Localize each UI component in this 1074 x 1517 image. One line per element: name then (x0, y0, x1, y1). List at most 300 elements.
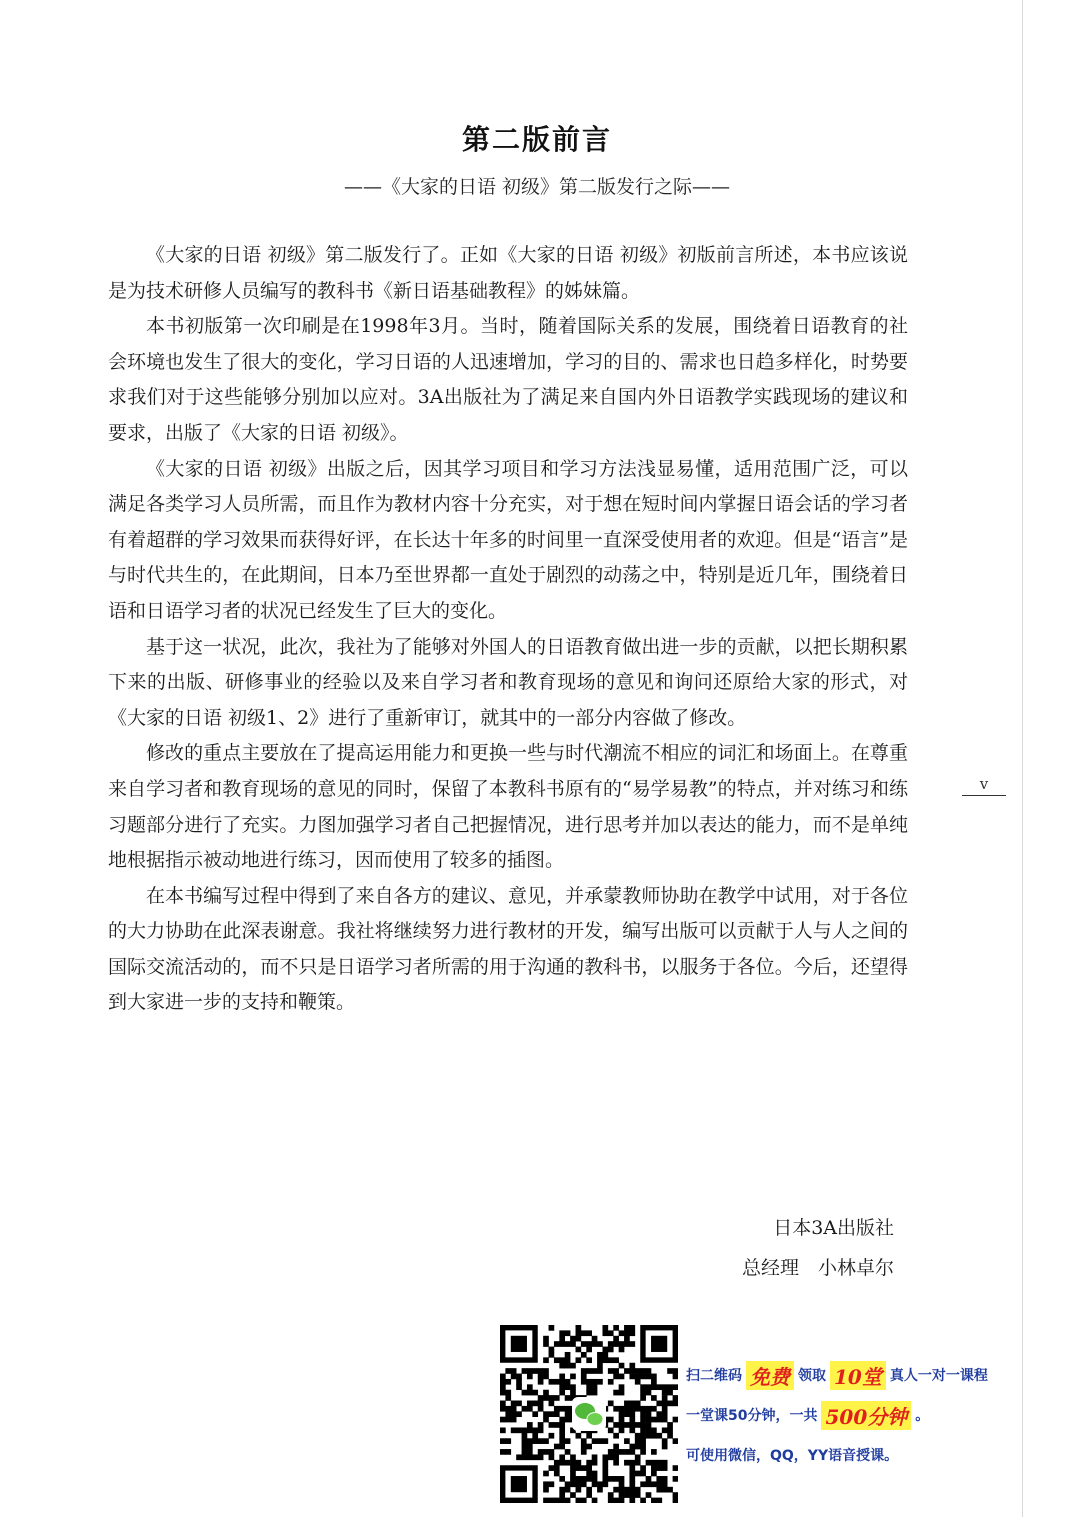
qr-module (565, 1498, 571, 1503)
qr-module (570, 1341, 576, 1347)
qr-module (543, 1417, 549, 1423)
qr-module (656, 1417, 662, 1423)
qr-module (554, 1379, 560, 1385)
qr-module (565, 1411, 571, 1417)
qr-module (613, 1449, 619, 1455)
qr-module (613, 1341, 619, 1347)
qr-module (646, 1481, 652, 1487)
qr-module (565, 1460, 571, 1466)
qr-module (538, 1374, 544, 1380)
qr-module (581, 1368, 587, 1374)
qr-module (662, 1465, 668, 1471)
qr-module (570, 1481, 576, 1487)
qr-module (619, 1492, 625, 1498)
qr-module (619, 1406, 625, 1412)
qr-module (565, 1438, 571, 1444)
qr-module (516, 1379, 522, 1385)
qr-module (640, 1395, 646, 1401)
qr-module (608, 1417, 614, 1423)
qr-module (581, 1438, 587, 1444)
qr-module (554, 1341, 560, 1347)
qr-module (527, 1444, 533, 1450)
qr-module (549, 1325, 555, 1331)
qr-module (576, 1465, 582, 1471)
qr-module (608, 1347, 614, 1353)
qr-module (651, 1395, 657, 1401)
qr-module (511, 1368, 517, 1374)
qr-module (592, 1341, 598, 1347)
qr-module (651, 1406, 657, 1412)
qr-module (619, 1347, 625, 1353)
qr-module (608, 1401, 614, 1407)
paragraph: 在本书编写过程中得到了来自各方的建议、意见，并承蒙教师协助在教学中试用，对于各位的大力协助在此深表谢意。我社将继续努力进行教材的开发，编写出版可以贡献于人与人之间的国际交流活动的，而不只是日语学习者所需的用于沟通的教科书，以服务于各位。今后，还望得到大家进一步的支持和鞭策。 (108, 884, 908, 1014)
qr-module (597, 1481, 603, 1487)
qr-module (667, 1390, 673, 1396)
promo-text: 一堂课50分钟，一共 (686, 1408, 818, 1424)
qr-module (538, 1454, 544, 1460)
qr-module (565, 1487, 571, 1493)
qr-module (629, 1465, 635, 1471)
qr-module (500, 1384, 506, 1390)
qr-module (624, 1449, 630, 1455)
qr-module (511, 1417, 517, 1423)
qr-module (646, 1427, 652, 1433)
qr-module (538, 1427, 544, 1433)
qr-module (613, 1325, 619, 1331)
qr-module (646, 1433, 652, 1439)
qr-module (624, 1368, 630, 1374)
qr-module (640, 1465, 646, 1471)
qr-module (640, 1406, 646, 1412)
qr-module (538, 1379, 544, 1385)
qr-module (581, 1330, 587, 1336)
qr-module (570, 1471, 576, 1477)
qr-module (559, 1379, 565, 1385)
qr-module (640, 1481, 646, 1487)
qr-module (651, 1465, 657, 1471)
qr-module (543, 1449, 549, 1455)
qr-module (538, 1438, 544, 1444)
qr-module (586, 1368, 592, 1374)
qr-module (646, 1390, 652, 1396)
qr-module (624, 1411, 630, 1417)
signature-block (742, 1208, 894, 1288)
qr-module (651, 1449, 657, 1455)
qr-module (516, 1427, 522, 1433)
qr-module (570, 1460, 576, 1466)
qr-module (576, 1498, 582, 1503)
qr-module (608, 1498, 614, 1503)
qr-module (554, 1498, 560, 1503)
qr-module (532, 1438, 538, 1444)
promo-line-1 (686, 1355, 1066, 1395)
promo-highlight: 免费 (746, 1361, 794, 1390)
qr-module (581, 1341, 587, 1347)
qr-module (500, 1427, 506, 1433)
qr-module (673, 1465, 678, 1471)
qr-module (549, 1347, 555, 1353)
qr-module (559, 1438, 565, 1444)
qr-module (673, 1401, 678, 1407)
qr-module (527, 1422, 533, 1428)
qr-module (602, 1438, 608, 1444)
qr-module (646, 1384, 652, 1390)
qr-module (640, 1471, 646, 1477)
qr-module (640, 1438, 646, 1444)
qr-module (516, 1454, 522, 1460)
qr-module (532, 1433, 538, 1439)
qr-module (640, 1427, 646, 1433)
qr-module (516, 1374, 522, 1380)
qr-module (592, 1471, 598, 1477)
paragraph: 修改的重点主要放在了提高运用能力和更换一些与时代潮流不相应的词汇和场面上。在尊重来自学习者和教育现场的意见的同时，保留了本教科书原有的“易学易教”的特点，并对练习和练习题部分进行了充实。力图加强学习者自己把握情况，进行思考并加以表达的能力，而不是单纯地根据指示被动地进行练习，因而使用了较多的插图。 (108, 742, 908, 872)
qr-module (673, 1384, 678, 1390)
qr-module (586, 1444, 592, 1450)
qr-module (505, 1395, 511, 1401)
qr-module (662, 1476, 668, 1482)
qr-module (559, 1444, 565, 1450)
qr-module (613, 1498, 619, 1503)
qr-module (597, 1341, 603, 1347)
qr-module (538, 1401, 544, 1407)
qr-module (635, 1379, 641, 1385)
qr-module (565, 1406, 571, 1412)
qr-module (586, 1460, 592, 1466)
qr-module (505, 1411, 511, 1417)
qr-module (570, 1476, 576, 1482)
qr-module (554, 1471, 560, 1477)
qr-module (635, 1492, 641, 1498)
qr-module (597, 1363, 603, 1369)
qr-module (667, 1422, 673, 1428)
qr-module (570, 1363, 576, 1369)
qr-module (629, 1427, 635, 1433)
promo-banner (686, 1355, 1066, 1475)
qr-module (629, 1417, 635, 1423)
qr-module (640, 1422, 646, 1428)
qr-module (602, 1465, 608, 1471)
qr-module (549, 1454, 555, 1460)
qr-module (511, 1411, 517, 1417)
qr-module (565, 1352, 571, 1358)
qr-module (613, 1444, 619, 1450)
qr-module (549, 1481, 555, 1487)
qr-module (511, 1374, 517, 1380)
qr-module (673, 1492, 678, 1498)
paragraph: 基于这一状况，此次，我社为了能够对外国人的日语教育做出进一步的贡献，以把长期积累下来的出版、研修事业的经验以及来自学习者和教育现场的意见和询问还原给大家的形式，对《大家的日语 初级1、2》进行了重新审订，就其中的一部分内容做了修改。 (108, 635, 908, 729)
qr-finder-pattern (651, 1336, 667, 1352)
qr-module (522, 1406, 528, 1412)
qr-module (516, 1384, 522, 1390)
qr-module (597, 1438, 603, 1444)
qr-module (662, 1411, 668, 1417)
qr-module (662, 1395, 668, 1401)
page-edge-line (1022, 0, 1023, 1517)
qr-module (662, 1487, 668, 1493)
qr-module (635, 1374, 641, 1380)
qr-module (522, 1433, 528, 1439)
qr-module (602, 1481, 608, 1487)
paragraph: 《大家的日语 初级》出版之后，因其学习项目和学习方法浅显易懂，适用范围广泛，可以满足各类学习人员所需，而且作为教材内容十分充实，对于想在短时间内掌握日语会话的学习者有着超群的学习效果而获得好评，在长达十年多的时间里一直深受使用者的欢迎。但是“语言”是与时代共生的，在此期间，日本乃至世界都一直处于剧烈的动荡之中，特别是近几年，围绕着日语和日语学习者的状况已经发生了巨大的变化。 (108, 457, 908, 622)
qr-module (586, 1471, 592, 1477)
qr-module (619, 1427, 625, 1433)
qr-module (570, 1336, 576, 1342)
qr-module (554, 1422, 560, 1428)
qr-module (635, 1401, 641, 1407)
qr-module (646, 1406, 652, 1412)
qr-module (624, 1438, 630, 1444)
qr-module (651, 1379, 657, 1385)
qr-module (586, 1390, 592, 1396)
qr-module (597, 1357, 603, 1363)
qr-module (662, 1427, 668, 1433)
qr-module (527, 1438, 533, 1444)
qr-module (570, 1454, 576, 1460)
qr-module (629, 1363, 635, 1369)
qr-module (559, 1330, 565, 1336)
qr-module (635, 1422, 641, 1428)
qr-module (613, 1476, 619, 1482)
qr-module (511, 1427, 517, 1433)
qr-module (608, 1379, 614, 1385)
qr-module (629, 1401, 635, 1407)
qr-module (592, 1498, 598, 1503)
qr-module (586, 1384, 592, 1390)
qr-module (656, 1411, 662, 1417)
qr-module (629, 1449, 635, 1455)
qr-module (619, 1411, 625, 1417)
qr-module (651, 1433, 657, 1439)
qr-module (554, 1411, 560, 1417)
qr-module (565, 1379, 571, 1385)
qr-module (549, 1465, 555, 1471)
qr-module (559, 1433, 565, 1439)
qr-module (586, 1341, 592, 1347)
qr-module (597, 1352, 603, 1358)
qr-module (586, 1487, 592, 1493)
qr-module (629, 1406, 635, 1412)
qr-module (559, 1374, 565, 1380)
qr-module (522, 1438, 528, 1444)
qr-module (613, 1357, 619, 1363)
qr-module (651, 1481, 657, 1487)
promo-text: 真人一对一课程 (889, 1368, 988, 1384)
qr-code-image (500, 1325, 678, 1503)
qr-module (613, 1390, 619, 1396)
qr-module (549, 1422, 555, 1428)
promo-text: 扫二维码 (686, 1368, 742, 1384)
qr-module (592, 1438, 598, 1444)
qr-module (646, 1368, 652, 1374)
qr-module (662, 1481, 668, 1487)
qr-module (565, 1395, 571, 1401)
qr-module (635, 1444, 641, 1450)
preface-body (108, 238, 908, 1021)
qr-module (592, 1460, 598, 1466)
qr-module (673, 1374, 678, 1380)
qr-module (576, 1433, 582, 1439)
qr-module (565, 1341, 571, 1347)
qr-module (592, 1384, 598, 1390)
qr-module (543, 1395, 549, 1401)
promo-text: 领取 (798, 1368, 826, 1384)
qr-module (570, 1465, 576, 1471)
qr-module (667, 1384, 673, 1390)
qr-module (608, 1368, 614, 1374)
qr-module (511, 1406, 517, 1412)
qr-module (646, 1417, 652, 1423)
qr-module (629, 1411, 635, 1417)
qr-module (608, 1492, 614, 1498)
signatory: 总经理 小林卓尔 (741, 1257, 894, 1279)
qr-module (624, 1487, 630, 1493)
qr-module (624, 1341, 630, 1347)
qr-module (602, 1460, 608, 1466)
qr-module (543, 1498, 549, 1503)
qr-module (559, 1487, 565, 1493)
qr-module (559, 1460, 565, 1466)
qr-module (602, 1357, 608, 1363)
qr-module (500, 1379, 506, 1385)
qr-module (500, 1449, 506, 1455)
qr-module (565, 1330, 571, 1336)
qr-module (656, 1481, 662, 1487)
qr-code[interactable] (500, 1325, 678, 1503)
qr-module (543, 1411, 549, 1417)
qr-module (592, 1379, 598, 1385)
qr-module (640, 1449, 646, 1455)
qr-module (576, 1487, 582, 1493)
qr-module (532, 1368, 538, 1374)
qr-module (586, 1476, 592, 1482)
qr-module (527, 1390, 533, 1396)
qr-module (576, 1325, 582, 1331)
qr-module (532, 1390, 538, 1396)
qr-module (662, 1401, 668, 1407)
qr-module (635, 1471, 641, 1477)
qr-module (640, 1444, 646, 1450)
publisher-name: 日本3A出版社 (773, 1217, 894, 1239)
promo-line-2 (686, 1395, 1066, 1435)
qr-module (538, 1406, 544, 1412)
qr-module (651, 1460, 657, 1466)
qr-module (576, 1481, 582, 1487)
qr-module (549, 1395, 555, 1401)
qr-module (559, 1454, 565, 1460)
qr-module (500, 1406, 506, 1412)
qr-module (619, 1422, 625, 1428)
qr-module (576, 1336, 582, 1342)
qr-module (559, 1427, 565, 1433)
qr-module (522, 1390, 528, 1396)
qr-module (656, 1476, 662, 1482)
qr-module (597, 1487, 603, 1493)
qr-module (662, 1460, 668, 1466)
qr-module (554, 1406, 560, 1412)
qr-module (527, 1368, 533, 1374)
qr-module (505, 1406, 511, 1412)
qr-module (624, 1422, 630, 1428)
qr-module (565, 1481, 571, 1487)
qr-module (597, 1379, 603, 1385)
qr-module (619, 1363, 625, 1369)
qr-module (656, 1401, 662, 1407)
qr-module (635, 1406, 641, 1412)
qr-module (500, 1417, 506, 1423)
qr-module (505, 1438, 511, 1444)
qr-module (646, 1422, 652, 1428)
qr-module (656, 1498, 662, 1503)
qr-module (543, 1374, 549, 1380)
qr-module (608, 1476, 614, 1482)
qr-module (592, 1390, 598, 1396)
qr-module (522, 1368, 528, 1374)
qr-module (527, 1374, 533, 1380)
qr-module (538, 1422, 544, 1428)
wechat-icon (572, 1397, 606, 1431)
qr-module (565, 1363, 571, 1369)
qr-module (559, 1363, 565, 1369)
qr-module (543, 1368, 549, 1374)
qr-module (629, 1471, 635, 1477)
qr-module (646, 1492, 652, 1498)
qr-module (608, 1357, 614, 1363)
qr-module (673, 1395, 678, 1401)
qr-module (543, 1471, 549, 1477)
qr-module (581, 1444, 587, 1450)
qr-module (602, 1347, 608, 1353)
qr-module (640, 1498, 646, 1503)
qr-module (662, 1384, 668, 1390)
qr-module (646, 1476, 652, 1482)
qr-module (549, 1401, 555, 1407)
qr-module (662, 1444, 668, 1450)
qr-module (640, 1374, 646, 1380)
qr-module (635, 1454, 641, 1460)
page-title: 第二版前言 (461, 123, 612, 156)
qr-module (629, 1444, 635, 1450)
qr-module (629, 1422, 635, 1428)
qr-module (505, 1379, 511, 1385)
qr-module (565, 1384, 571, 1390)
qr-module (624, 1492, 630, 1498)
qr-module (581, 1498, 587, 1503)
qr-module (527, 1454, 533, 1460)
qr-module (656, 1460, 662, 1466)
qr-module (559, 1390, 565, 1396)
qr-module (527, 1449, 533, 1455)
qr-module (549, 1379, 555, 1385)
page-number: v (962, 775, 1006, 796)
qr-module (629, 1476, 635, 1482)
qr-module (527, 1427, 533, 1433)
qr-module (554, 1465, 560, 1471)
qr-module (576, 1476, 582, 1482)
qr-module (500, 1401, 506, 1407)
qr-module (656, 1433, 662, 1439)
qr-module (651, 1427, 657, 1433)
qr-module (592, 1368, 598, 1374)
qr-module (619, 1330, 625, 1336)
promo-text: 。 (915, 1408, 930, 1424)
qr-module (554, 1357, 560, 1363)
qr-module (581, 1449, 587, 1455)
qr-module (640, 1433, 646, 1439)
page-subtitle: ——《大家的日语 初级》第二版发行之际—— (343, 176, 731, 198)
qr-module (656, 1465, 662, 1471)
qr-module (543, 1336, 549, 1342)
qr-module (570, 1384, 576, 1390)
